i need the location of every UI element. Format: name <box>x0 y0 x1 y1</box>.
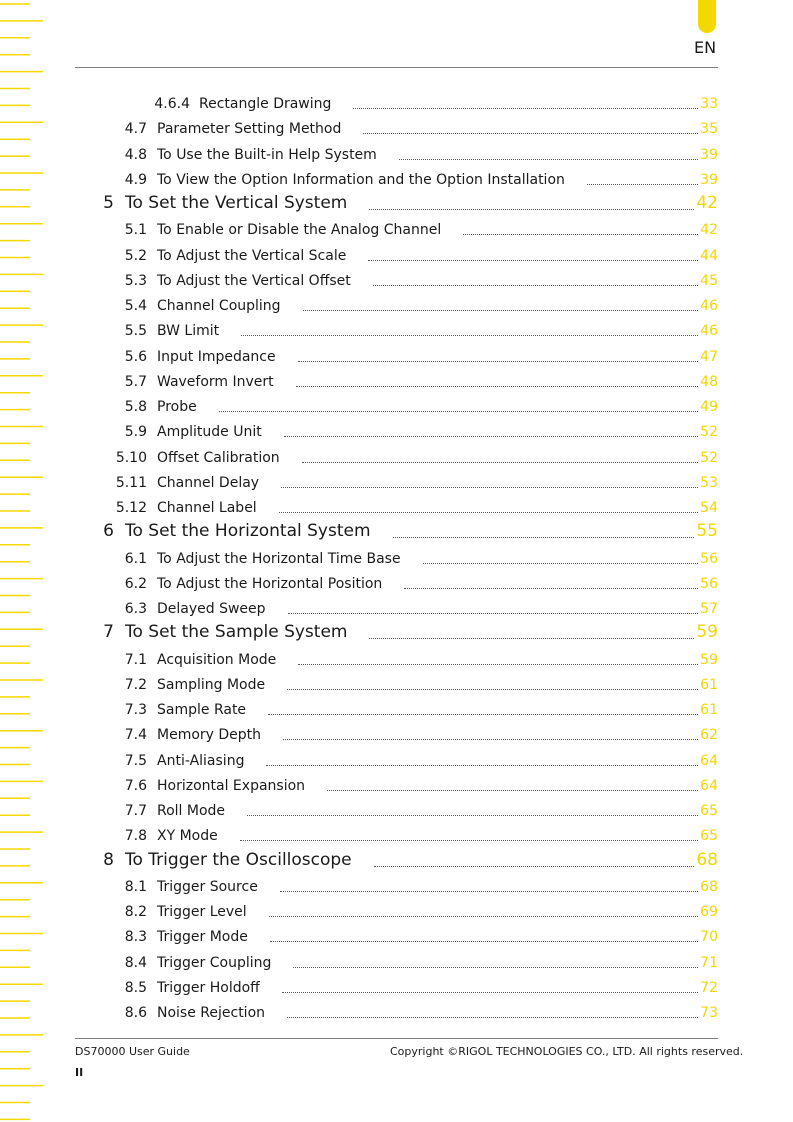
toc-entry-number: 4.7 <box>124 121 147 138</box>
toc-entry[interactable] <box>0 345 718 367</box>
toc-leader-dots <box>404 587 698 589</box>
toc-entry[interactable] <box>0 850 718 872</box>
toc-entry[interactable] <box>0 168 718 190</box>
toc-entry-title: To Set the Horizontal System <box>125 521 371 542</box>
toc-entry-number: 5.12 <box>115 500 147 516</box>
toc-entry-title: Channel Coupling <box>157 298 281 314</box>
toc-entry[interactable] <box>0 622 718 644</box>
footer-divider <box>75 1038 718 1039</box>
toc-entry-number: 5.10 <box>115 449 147 466</box>
toc-entry-title: To Adjust the Horizontal Position <box>157 575 383 592</box>
toc-entry-number: 5.8 <box>124 399 147 415</box>
toc-entry-title: Offset Calibration <box>157 449 280 466</box>
toc-entry-number: 5.1 <box>124 222 147 239</box>
toc-entry-page: 39 <box>700 146 718 163</box>
toc-entry-page: 42 <box>696 193 718 213</box>
toc-entry-number: 6.2 <box>124 575 147 592</box>
toc-leader-dots <box>287 1016 698 1018</box>
footer-document-title: DS70000 User Guide <box>75 1045 190 1058</box>
toc-entry[interactable] <box>0 269 718 291</box>
toc-entry-title: To Enable or Disable the Analog Channel <box>157 222 442 239</box>
toc-entry-title: Delayed Sweep <box>157 601 266 617</box>
toc-entry-title: XY Mode <box>157 828 218 845</box>
toc-entry-page: 68 <box>696 849 718 870</box>
toc-leader-dots <box>369 208 694 210</box>
toc-entry-number: 8.3 <box>124 929 147 946</box>
toc-entry-title: Noise Rejection <box>157 1005 266 1021</box>
toc-leader-dots <box>463 233 698 235</box>
toc-entry-page: 33 <box>700 96 718 112</box>
toc-entry-title: Horizontal Expansion <box>157 777 306 794</box>
toc-leader-dots <box>270 940 698 942</box>
toc-leader-dots <box>287 688 698 690</box>
toc-entry-page: 69 <box>700 904 718 920</box>
toc-entry-title: Rectangle Drawing <box>199 96 332 112</box>
toc-entry-title: To Adjust the Vertical Offset <box>157 272 351 289</box>
toc-entry-number: 5.6 <box>124 348 147 365</box>
toc-entry-title: To Trigger the Oscilloscope <box>125 849 352 870</box>
toc-entry-page: 59 <box>700 651 718 668</box>
toc-entry[interactable] <box>0 244 718 266</box>
toc-leader-dots <box>373 284 698 286</box>
toc-entry-number: 7.3 <box>124 702 147 718</box>
toc-entry-title: Sampling Mode <box>157 676 266 693</box>
toc-entry-page: 68 <box>700 878 718 895</box>
toc-entry[interactable] <box>0 547 718 569</box>
toc-leader-dots <box>587 183 698 185</box>
toc-entry-title: To View the Option Information and the Option Installation <box>157 171 565 188</box>
header-divider <box>75 67 718 68</box>
toc-entry-number: 7.2 <box>124 676 147 693</box>
toc-entry-title: Trigger Mode <box>157 929 248 946</box>
toc-leader-dots <box>363 132 698 134</box>
toc-entry[interactable] <box>0 446 718 468</box>
toc-leader-dots <box>327 789 698 791</box>
toc-entry-page: 39 <box>700 171 718 188</box>
toc-entry-page: 47 <box>700 348 718 365</box>
toc-entry[interactable] <box>0 521 718 543</box>
toc-entry-page: 53 <box>700 474 718 491</box>
toc-entry[interactable] <box>0 673 718 695</box>
toc-entry[interactable] <box>0 875 718 897</box>
toc-entry-page: 46 <box>700 298 718 314</box>
toc-entry-number: 5.7 <box>124 373 147 390</box>
toc-entry[interactable] <box>0 143 718 165</box>
toc-entry-title: To Set the Sample System <box>125 622 348 643</box>
toc-entry[interactable] <box>0 1001 718 1023</box>
toc-entry-page: 35 <box>700 121 718 138</box>
toc-entry[interactable] <box>0 471 718 493</box>
toc-leader-dots <box>293 966 698 968</box>
toc-entry-page: 64 <box>700 752 718 769</box>
toc-entry-page: 48 <box>700 373 718 390</box>
toc-entry-number: 7.6 <box>124 777 147 794</box>
toc-entry-number: 7.4 <box>124 727 147 744</box>
toc-entry[interactable] <box>0 774 718 796</box>
toc-entry-number: 7.1 <box>124 651 147 668</box>
toc-leader-dots <box>266 764 698 766</box>
toc-entry[interactable] <box>0 92 718 114</box>
toc-entry-number: 4.8 <box>124 146 147 163</box>
toc-entry-page: 56 <box>700 575 718 592</box>
toc-entry-number: 8.2 <box>124 904 147 920</box>
toc-entry[interactable] <box>0 572 718 594</box>
toc-entry[interactable] <box>0 698 718 720</box>
toc-entry-title: Parameter Setting Method <box>157 121 342 138</box>
toc-entry-title: Probe <box>157 399 197 415</box>
toc-entry-number: 8.6 <box>124 1005 147 1021</box>
toc-leader-dots <box>298 663 698 665</box>
toc-entry[interactable] <box>0 117 718 139</box>
toc-entry[interactable] <box>0 597 718 619</box>
toc-entry[interactable] <box>0 749 718 771</box>
toc-entry-title: Trigger Level <box>157 904 247 920</box>
toc-entry-title: BW Limit <box>157 323 220 340</box>
toc-entry-title: Trigger Source <box>157 878 258 895</box>
toc-entry-number: 6.1 <box>124 550 147 567</box>
toc-entry[interactable] <box>0 900 718 922</box>
toc-entry[interactable] <box>0 294 718 316</box>
toc-entry-title: To Adjust the Vertical Scale <box>157 247 347 264</box>
toc-entry-page: 70 <box>700 929 718 946</box>
toc-entry-title: Input Impedance <box>157 348 276 365</box>
toc-entry[interactable] <box>0 420 718 442</box>
toc-entry-title: Anti-Aliasing <box>157 752 245 769</box>
toc-entry-number: 8.5 <box>124 979 147 996</box>
toc-leader-dots <box>393 536 694 538</box>
language-label: EN <box>694 38 717 57</box>
toc-entry[interactable] <box>0 370 718 392</box>
page-number: II <box>75 1066 84 1079</box>
toc-leader-dots <box>280 890 698 892</box>
toc-entry-number: 5.3 <box>124 272 147 289</box>
toc-entry-page: 64 <box>700 777 718 794</box>
toc-leader-dots <box>302 461 698 463</box>
toc-entry[interactable] <box>0 648 718 670</box>
toc-entry-number: 5.4 <box>124 298 147 314</box>
toc-entry-number: 6 <box>103 521 114 542</box>
toc-entry-page: 45 <box>700 272 718 289</box>
toc-entry[interactable] <box>0 976 718 998</box>
toc-entry-title: Trigger Holdoff <box>157 979 260 996</box>
toc-entry-page: 57 <box>700 601 718 617</box>
toc-entry-number: 6.3 <box>124 601 147 617</box>
toc-entry-page: 56 <box>700 550 718 567</box>
toc-entry-page: 55 <box>696 521 718 542</box>
toc-entry-page: 61 <box>700 676 718 693</box>
toc-leader-dots <box>281 486 698 488</box>
toc-entry[interactable] <box>0 824 718 846</box>
toc-leader-dots <box>353 107 698 109</box>
toc-entry[interactable] <box>0 193 718 215</box>
toc-leader-dots <box>368 259 698 261</box>
toc-entry-title: Channel Delay <box>157 474 260 491</box>
toc-entry-page: 62 <box>700 727 718 744</box>
toc-entry-page: 54 <box>700 500 718 516</box>
toc-entry-number: 5.9 <box>124 424 147 441</box>
toc-entry-title: To Adjust the Horizontal Time Base <box>157 550 401 567</box>
toc-entry-title: To Use the Built-in Help System <box>157 146 377 163</box>
toc-entry-number: 5 <box>103 193 114 213</box>
toc-leader-dots <box>399 158 698 160</box>
toc-entry-number: 8.1 <box>124 878 147 895</box>
toc-leader-dots <box>288 612 698 614</box>
toc-entry[interactable] <box>0 951 718 973</box>
toc-entry-page: 42 <box>700 222 718 239</box>
toc-entry-number: 8.4 <box>124 954 147 971</box>
toc-entry-title: Roll Mode <box>157 803 226 819</box>
toc-leader-dots <box>423 562 698 564</box>
toc-entry-number: 7.5 <box>124 752 147 769</box>
toc-entry-title: To Set the Vertical System <box>125 193 348 213</box>
toc-leader-dots <box>240 839 698 841</box>
toc-entry-page: 52 <box>700 449 718 466</box>
toc-leader-dots <box>247 814 698 816</box>
toc-entry-number: 7.8 <box>124 828 147 845</box>
toc-entry-number: 7.7 <box>124 803 147 819</box>
toc-leader-dots <box>219 410 698 412</box>
toc-entry-title: Trigger Coupling <box>157 954 272 971</box>
toc-entry-title: Waveform Invert <box>157 373 274 390</box>
toc-leader-dots <box>279 511 698 513</box>
toc-leader-dots <box>369 637 694 639</box>
toc-entry-title: Acquisition Mode <box>157 651 277 668</box>
toc-entry-title: Sample Rate <box>157 702 247 718</box>
toc-entry-page: 46 <box>700 323 718 340</box>
toc-entry-page: 49 <box>700 399 718 415</box>
language-tab <box>698 0 716 33</box>
toc-leader-dots <box>374 865 694 867</box>
toc-entry-number: 7 <box>103 622 114 643</box>
toc-entry-page: 44 <box>700 247 718 264</box>
toc-entry-title: Memory Depth <box>157 727 262 744</box>
toc-entry-page: 59 <box>696 622 718 643</box>
toc-entry-number: 5.2 <box>124 247 147 264</box>
toc-entry[interactable] <box>0 925 718 947</box>
toc-entry-title: Channel Label <box>157 500 257 516</box>
footer-copyright: Copyright ©RIGOL TECHNOLOGIES CO., LTD. All rights reserved. <box>390 1045 744 1058</box>
toc-entry-number: 4.9 <box>124 171 147 188</box>
toc-entry-number: 8 <box>103 849 114 870</box>
toc-leader-dots <box>269 915 698 917</box>
toc-entry-number: 5.5 <box>124 323 147 340</box>
toc-entry-title: Amplitude Unit <box>157 424 262 441</box>
toc-leader-dots <box>303 309 698 311</box>
toc-leader-dots <box>296 385 698 387</box>
toc-entry[interactable] <box>0 799 718 821</box>
toc-entry-page: 72 <box>700 979 718 996</box>
toc-entry-page: 71 <box>700 954 718 971</box>
toc-entry[interactable] <box>0 496 718 518</box>
toc-entry[interactable] <box>0 218 718 240</box>
toc-entry-page: 65 <box>700 803 718 819</box>
toc-entry-page: 52 <box>700 424 718 441</box>
toc-entry-number: 5.11 <box>115 474 147 491</box>
toc-entry-page: 73 <box>700 1005 718 1021</box>
toc-leader-dots <box>298 360 698 362</box>
toc-leader-dots <box>284 435 698 437</box>
toc-leader-dots <box>241 334 698 336</box>
toc-entry[interactable] <box>0 723 718 745</box>
toc-entry-page: 61 <box>700 702 718 718</box>
toc-entry[interactable] <box>0 319 718 341</box>
toc-leader-dots <box>283 738 698 740</box>
toc-leader-dots <box>282 991 698 993</box>
toc-entry-number: 4.6.4 <box>154 96 190 112</box>
toc-entry-page: 65 <box>700 828 718 845</box>
toc-entry[interactable] <box>0 395 718 417</box>
toc-leader-dots <box>268 713 698 715</box>
